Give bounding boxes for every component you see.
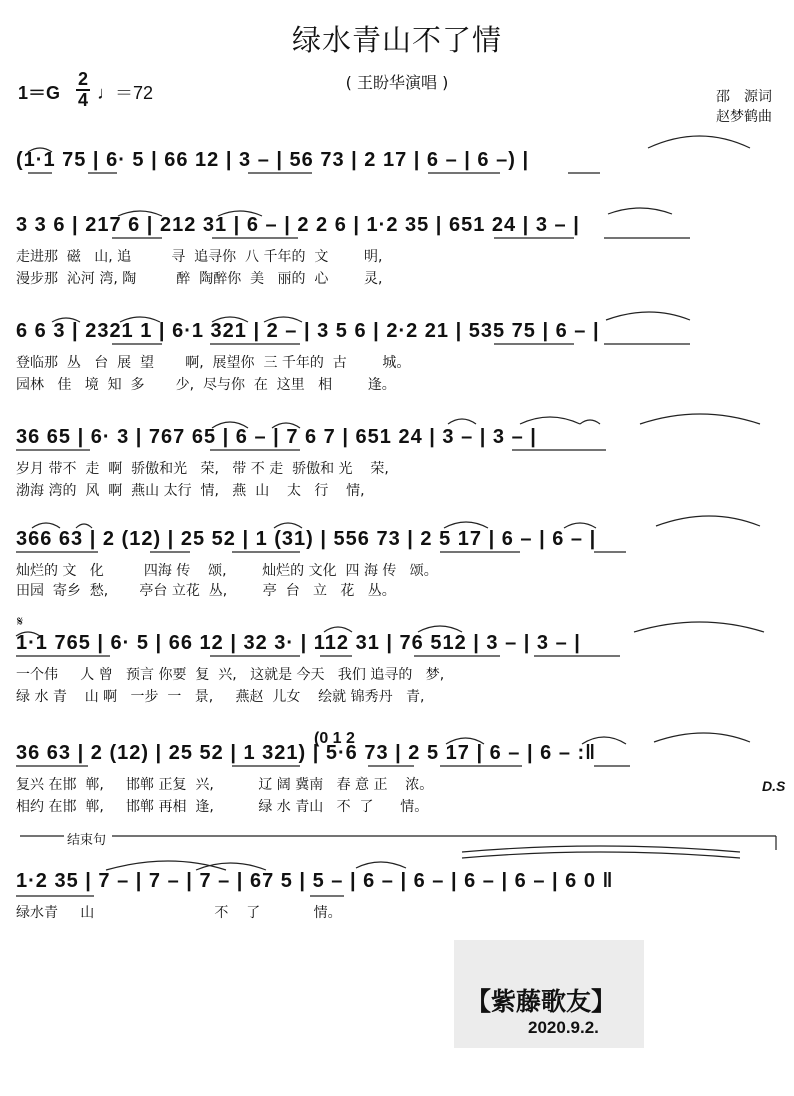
lyric-line-row-2-verse-1: 走进那 磁 山, 追 寻 追寻你 八 千年的 文 明,	[16, 249, 383, 264]
tie-mark	[656, 516, 760, 526]
tempo-marking: ♩＝72	[97, 83, 154, 103]
tie-mark	[462, 846, 740, 852]
tie-mark	[634, 622, 764, 632]
brand-signature: 【紫藤歌友】	[466, 987, 617, 1016]
lyric-line-row-6-verse-2: 绿 水 青 山 啊 一步 一 景, 燕赵 儿女 绘就 锦秀丹 青,	[16, 689, 425, 704]
tie-mark	[648, 136, 750, 148]
lyric-line-row-2-verse-2: 漫步那 沁河 湾, 陶 醉 陶醉你 美 丽的 心 灵,	[16, 271, 383, 286]
tie-mark	[356, 862, 406, 868]
singer-credit: ( 王盼华演唱 )	[345, 73, 449, 92]
notation-row-1: (1·1 75 | 6· 5 | 66 12 | 3 – | 56 73 | 2 17 | 6 – | 6 –) |	[16, 149, 530, 171]
lyric-line-row-3-verse-2: 园林 佳 境 知 多 少, 尽与你 在 这里 相 逢。	[16, 377, 396, 392]
notation-row-2: 3 3 6 | 217 6 | 212 31 | 6 – | 2 2 6 | 1·2 35 | 651 24 | 3 – |	[16, 214, 580, 236]
lyric-line-row-3-verse-1: 登临那 丛 台 展 望 啊, 展望你 三 千年的 古 城。	[16, 355, 411, 370]
slur-mark	[606, 312, 690, 320]
segno-sign: 𝄋	[17, 614, 24, 630]
lyric-line-row-8: 绿水青 山 不 了 情。	[16, 905, 342, 920]
ending-label: 结束句	[64, 829, 109, 848]
lyric-line-row-7-verse-1: 复兴 在邯 郸, 邯郸 正复 兴, 辽 阔 冀南 春 意 正 浓。	[16, 777, 434, 792]
tie-mark	[106, 861, 226, 870]
notation-row-5: 366 63 | 2 (12) | 25 52 | 1 (31) | 556 73 | 2 5 17 | 6 – | 6 – |	[16, 528, 597, 550]
key-signature: 1＝G	[18, 83, 61, 103]
notation-row-3: 6 6 3 | 2321 1 | 6·1 321 | 2 – | 3 5 6 | 2·2 21 | 535 75 | 6 – |	[16, 320, 600, 342]
pickup-notes: (0 1 2	[314, 730, 355, 747]
lyric-line-row-4-verse-2: 渤海 湾的 风 啊 燕山 太行 情, 燕 山 太 行 情,	[16, 483, 365, 498]
notation-row-8: 1·2 35 | 7 – | 7 – | 7 – | 67 5 | 5 – | 6 – | 6 – | 6 – | 6 – | 6 0 ‖	[16, 870, 614, 892]
lyric-line-row-7-verse-2: 相约 在邯 郸, 邯郸 再相 逢, 绿 水 青山 不 了 情。	[16, 799, 429, 814]
lyric-line-row-6-verse-1: 一个伟 人 曾 预言 你要 复 兴, 这就是 今天 我们 追寻的 梦,	[16, 667, 445, 682]
composer-credit: 赵梦鹤曲	[716, 109, 772, 125]
notation-row-4: 36 65 | 6· 3 | 767 65 | 6 – | 7 6 7 | 651 24 | 3 – | 3 – |	[16, 426, 537, 448]
notation-row-6: 1·1 765 | 6· 5 | 66 12 | 32 3· | 112 31 | 76 512 | 3 – | 3 – |	[16, 632, 581, 654]
lyric-line-row-5-verse-2: 田园 寄乡 愁, 亭台 立花 丛, 亭 台 立 花 丛。	[16, 583, 396, 598]
time-signature-bottom: 4	[77, 90, 88, 110]
tie-mark	[196, 863, 266, 870]
slur-mark	[448, 419, 476, 424]
song-title: 绿水青山不了情	[291, 23, 502, 57]
lyric-line-row-4-verse-1: 岁月 带不 走 啊 骄傲和光 荣, 带 不 走 骄傲和 光 荣,	[16, 461, 389, 476]
lyricist-credit: 邵 源词	[716, 89, 772, 105]
slur-mark	[520, 417, 580, 424]
tie-mark	[654, 733, 750, 742]
slur-mark	[580, 420, 600, 424]
notation-row-7: 36 63 | 2 (12) | 25 52 | 1 321) | 5·6 73 | 2 5 17 | 6 – | 6 – :‖	[16, 742, 597, 764]
time-signature-top: 2	[77, 69, 88, 89]
dal-segno-mark: D.S	[762, 778, 786, 794]
signature-date: 2020.9.2.	[528, 1018, 599, 1037]
time-signature	[76, 70, 90, 110]
lyric-line-row-5-verse-1: 灿烂的 文 化 四海 传 颂, 灿烂的 文化 四 海 传 颂。	[16, 563, 438, 578]
tie-mark	[462, 852, 740, 858]
tie-mark	[640, 414, 760, 424]
